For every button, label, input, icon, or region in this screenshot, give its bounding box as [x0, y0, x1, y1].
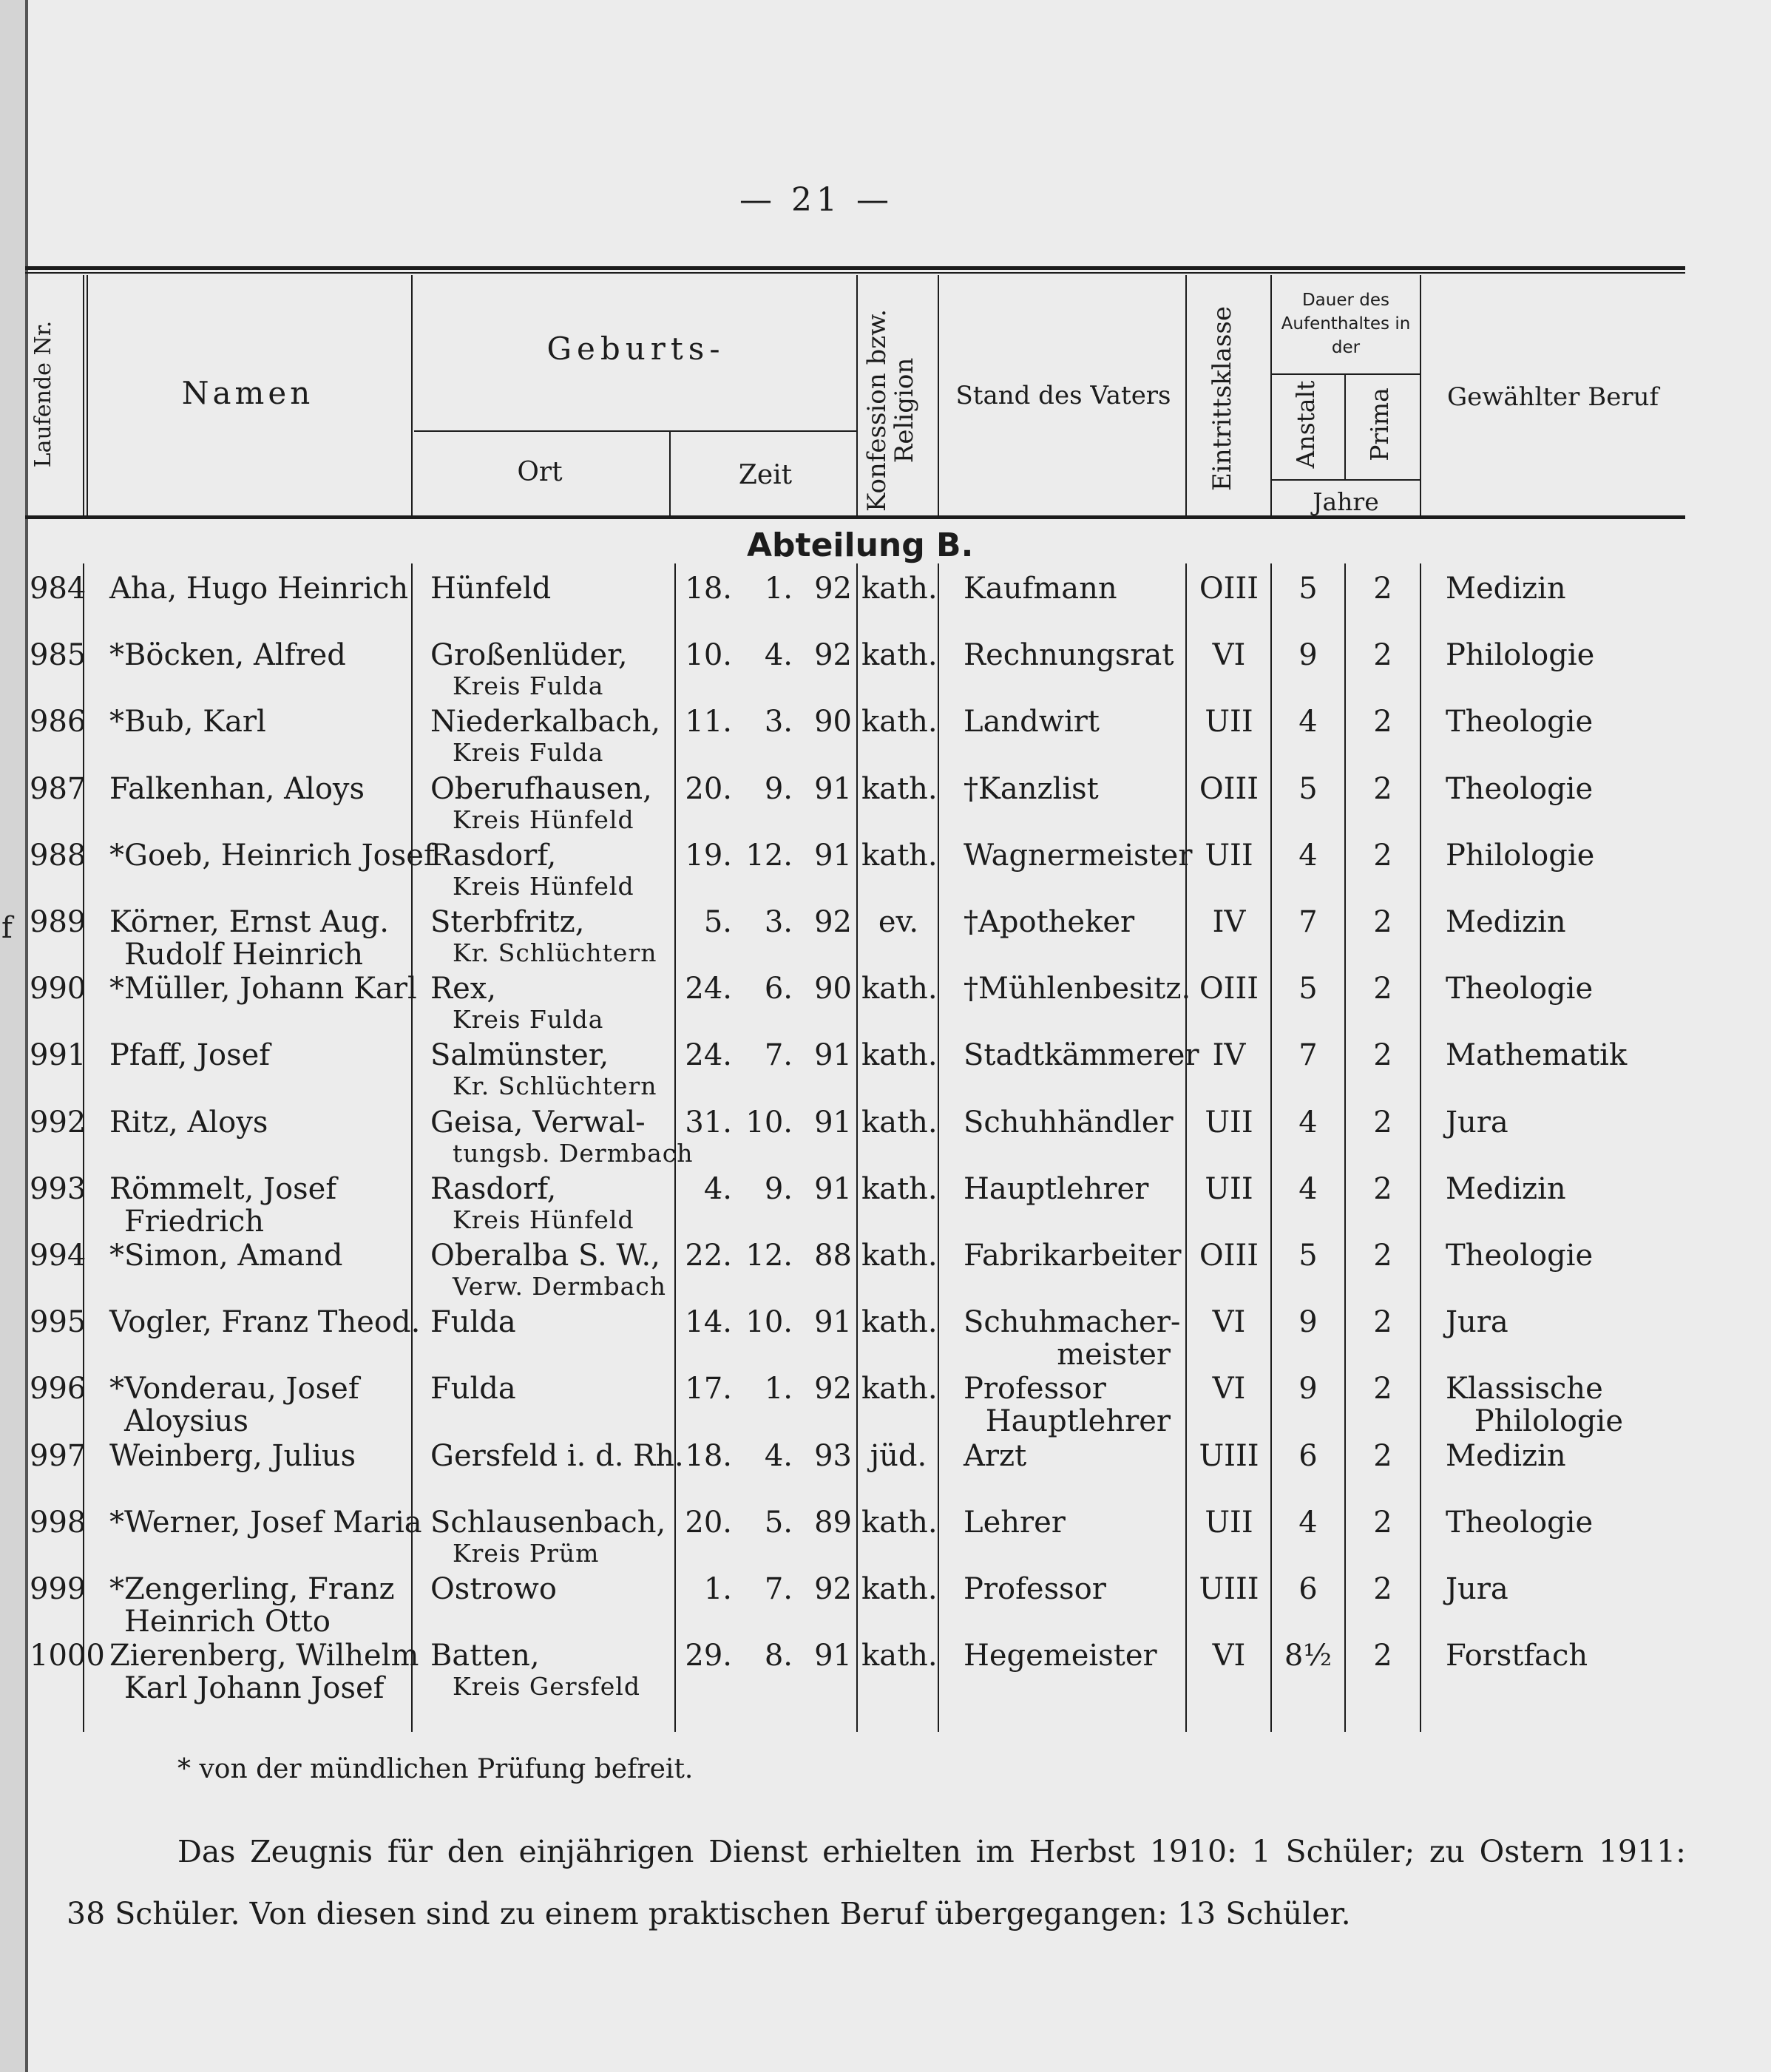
row-entry-class: UII [1205, 1171, 1253, 1206]
hdr-vline-9 [1420, 275, 1421, 515]
row-father-occupation: Hegemeister [964, 1639, 1157, 1673]
row-years-prima: 2 [1373, 1105, 1392, 1140]
hdr-vline-4 [856, 275, 858, 515]
row-birth-year: 92 [814, 1372, 852, 1406]
row-birthplace-district: Kreis Hünfeld [453, 1205, 634, 1234]
row-birth-day: 18. [685, 1438, 732, 1473]
row-years-prima: 2 [1373, 1505, 1392, 1540]
row-birthplace-district: tungsb. Dermbach [453, 1138, 694, 1168]
hdr-vline-7 [1270, 275, 1272, 515]
header-dauer: Dauer des Aufenthaltes in der [1281, 291, 1411, 357]
row-chosen-career: Forstfach [1446, 1639, 1588, 1673]
row-number: 990 [30, 972, 87, 1006]
row-chosen-career: Theologie [1446, 1239, 1594, 1273]
row-chosen-career: Mathematik [1446, 1038, 1628, 1073]
row-chosen-career: Klassische [1446, 1372, 1603, 1406]
row-birthplace: Fulda [430, 1372, 516, 1406]
row-birth-year: 91 [814, 771, 852, 806]
row-birth-year: 92 [814, 572, 852, 606]
row-birthplace-district: Verw. Dermbach [453, 1272, 667, 1301]
row-birthplace: Batten, [430, 1639, 540, 1673]
row-name: *Werner, Josef Maria [109, 1505, 422, 1540]
row-years-prima: 2 [1373, 972, 1392, 1006]
row-birth-month: 4. [764, 638, 793, 673]
row-birth-day: 24. [685, 972, 732, 1006]
row-name: Körner, Ernst Aug. [109, 905, 389, 939]
row-confession: kath. [861, 572, 938, 606]
row-years-school: 9 [1298, 1305, 1318, 1340]
table-row [0, 906, 1771, 972]
row-entry-class: VI [1212, 1372, 1246, 1406]
row-number: 994 [30, 1239, 87, 1273]
row-entry-class: IV [1212, 1038, 1246, 1073]
table-row [0, 773, 1771, 839]
row-birth-month: 10. [745, 1105, 793, 1140]
row-name: Vogler, Franz Theod. [109, 1305, 421, 1340]
row-birth-day: 24. [685, 1038, 732, 1073]
row-birth-month: 4. [764, 1438, 793, 1473]
hdr-vline-5 [938, 275, 939, 515]
row-birth-year: 91 [814, 838, 852, 873]
header-prima: Prima [1365, 387, 1394, 461]
row-number: 988 [30, 838, 87, 873]
table-row [0, 1506, 1771, 1573]
row-years-school: 4 [1298, 705, 1318, 739]
row-name-cont: Rudolf Heinrich [124, 938, 364, 972]
header-geburts: Geburts- [546, 331, 725, 367]
row-years-school: 5 [1298, 972, 1318, 1006]
row-father-occupation: Stadtkämmerer [964, 1038, 1199, 1073]
row-birth-day: 11. [685, 705, 732, 739]
row-chosen-career: Medizin [1446, 1171, 1566, 1206]
header-jahre: Jahre [1313, 487, 1379, 516]
row-confession: jüd. [870, 1438, 927, 1473]
row-number: 984 [30, 572, 87, 606]
header-gewaehlter-beruf: Gewählter Beruf [1446, 382, 1659, 412]
row-name-cont: Friedrich [124, 1204, 265, 1239]
row-chosen-career: Medizin [1446, 572, 1566, 606]
row-confession: kath. [861, 1305, 938, 1340]
row-entry-class: UIII [1199, 1572, 1259, 1606]
row-years-prima: 2 [1373, 638, 1392, 673]
row-years-school: 7 [1298, 1038, 1318, 1073]
row-entry-class: VI [1212, 638, 1246, 673]
row-entry-class: VI [1212, 1305, 1246, 1340]
row-name: Zierenberg, Wilhelm [109, 1639, 419, 1673]
row-chosen-career: Jura [1446, 1305, 1508, 1340]
row-birthplace: Gersfeld i. d. Rh. [430, 1438, 684, 1473]
row-years-school: 6 [1298, 1572, 1318, 1606]
row-father-occupation: Fabrikarbeiter [964, 1239, 1182, 1273]
row-birth-month: 5. [764, 1505, 793, 1540]
row-entry-class: OIII [1199, 572, 1259, 606]
table-row [0, 1440, 1771, 1506]
row-birthplace: Sterbfritz, [430, 905, 585, 939]
header-bottom-rule [25, 515, 1685, 519]
row-birth-month: 9. [764, 771, 793, 806]
row-entry-class: OIII [1199, 771, 1259, 806]
row-name: Weinberg, Julius [109, 1438, 356, 1473]
row-birth-day: 22. [685, 1239, 732, 1273]
row-birth-year: 92 [814, 1572, 852, 1606]
row-confession: kath. [861, 1572, 938, 1606]
header-konfession: Konfession bzw. Religion [862, 308, 920, 512]
row-birth-year: 90 [814, 705, 852, 739]
table-row [0, 1372, 1771, 1439]
table-row [0, 639, 1771, 705]
row-birth-year: 88 [814, 1239, 852, 1273]
row-birth-month: 3. [764, 905, 793, 939]
row-birth-year: 89 [814, 1505, 852, 1540]
row-name: Ritz, Aloys [109, 1105, 268, 1140]
row-birth-day: 31. [685, 1105, 732, 1140]
row-years-prima: 2 [1373, 1372, 1392, 1406]
row-birthplace: Großenlüder, [430, 638, 628, 673]
row-name: *Böcken, Alfred [109, 638, 346, 673]
footnote: * von der mündlichen Prüfung befreit. [177, 1754, 694, 1784]
hdr-vline-1b [87, 275, 88, 515]
table-row [0, 572, 1771, 639]
row-chosen-career: Theologie [1446, 705, 1594, 739]
header-stand-des-vaters: Stand des Vaters [955, 381, 1171, 410]
row-entry-class: VI [1212, 1639, 1246, 1673]
row-years-prima: 2 [1373, 1038, 1392, 1073]
row-name: Römmelt, Josef [109, 1171, 337, 1206]
row-name: *Zengerling, Franz [109, 1572, 395, 1606]
row-entry-class: OIII [1199, 1239, 1259, 1273]
row-chosen-career: Medizin [1446, 1438, 1566, 1473]
row-chosen-career: Theologie [1446, 1505, 1594, 1540]
row-entry-class: IV [1212, 905, 1246, 939]
row-birth-day: 4. [703, 1171, 732, 1206]
row-years-school: 4 [1298, 1505, 1318, 1540]
row-birthplace: Hünfeld [430, 572, 552, 606]
row-birthplace: Rasdorf, [430, 838, 557, 873]
row-years-prima: 2 [1373, 838, 1392, 873]
row-years-school: 6 [1298, 1438, 1318, 1473]
row-birthplace: Oberalba S. W., [430, 1239, 660, 1273]
header-namen: Namen [181, 375, 314, 411]
paragraph-line-1: Das Zeugnis für den einjährigen Dienst erhielten im Herbst 1910: 1 Schüler; zu Ostern 1911: [177, 1834, 1686, 1869]
row-name: Falkenhan, Aloys [109, 771, 365, 806]
row-father-occupation: Kaufmann [964, 572, 1117, 606]
table-row [0, 972, 1771, 1039]
row-father-occupation: Hauptlehrer [964, 1171, 1149, 1206]
row-number: 999 [30, 1572, 87, 1606]
row-birth-month: 1. [764, 1372, 793, 1406]
table-row [0, 1173, 1771, 1239]
row-entry-class: UII [1205, 1105, 1253, 1140]
row-confession: kath. [861, 1239, 938, 1273]
row-father-occupation-cont: meister [1057, 1338, 1171, 1372]
row-birthplace-district: Kreis Fulda [453, 738, 604, 768]
row-years-school: 4 [1298, 838, 1318, 873]
row-entry-class: UII [1205, 705, 1253, 739]
row-birthplace: Fulda [430, 1305, 516, 1340]
row-birthplace: Rasdorf, [430, 1171, 557, 1206]
row-years-prima: 2 [1373, 1305, 1392, 1340]
row-birth-year: 91 [814, 1105, 852, 1140]
row-birth-year: 93 [814, 1438, 852, 1473]
row-confession: kath. [861, 972, 938, 1006]
row-number: 986 [30, 705, 87, 739]
row-years-prima: 2 [1373, 1438, 1392, 1473]
row-number: 997 [30, 1438, 87, 1473]
row-years-school: 7 [1298, 905, 1318, 939]
row-entry-class: UII [1205, 838, 1253, 873]
row-years-school: 9 [1298, 638, 1318, 673]
row-birth-day: 1. [703, 1572, 732, 1606]
row-chosen-career: Medizin [1446, 905, 1566, 939]
row-number: 989 [30, 905, 87, 939]
hdr-vline-2 [411, 275, 413, 515]
table-row [0, 1106, 1771, 1173]
row-birthplace: Schlausenbach, [430, 1505, 666, 1540]
page-number: — 21 — [739, 181, 893, 219]
row-confession: kath. [861, 638, 938, 673]
row-years-school: 4 [1298, 1171, 1318, 1206]
row-name: Aha, Hugo Heinrich [109, 572, 409, 606]
row-birthplace-district: Kreis Fulda [453, 671, 604, 701]
table-row [0, 1573, 1771, 1639]
row-birth-month: 7. [764, 1038, 793, 1073]
row-birth-year: 91 [814, 1038, 852, 1073]
row-birth-month: 1. [764, 572, 793, 606]
row-father-occupation: Arzt [964, 1438, 1027, 1473]
row-name: *Müller, Johann Karl [109, 972, 417, 1006]
row-father-occupation: †Apotheker [964, 905, 1135, 939]
row-years-school: 5 [1298, 572, 1318, 606]
header-zeit: Zeit [738, 460, 793, 490]
header-anstalt: Anstalt [1291, 380, 1320, 469]
row-birthplace-district: Kreis Hünfeld [453, 871, 634, 901]
table-top-rule-inner [25, 272, 1685, 274]
row-birthplace-district: Kreis Gersfeld [453, 1672, 640, 1702]
row-birthplace-district: Kreis Hünfeld [453, 805, 634, 834]
row-years-prima: 2 [1373, 1239, 1392, 1273]
row-birth-day: 10. [685, 638, 732, 673]
row-years-prima: 2 [1373, 1171, 1392, 1206]
header-ort: Ort [517, 457, 563, 487]
row-birth-year: 91 [814, 1171, 852, 1206]
row-chosen-career: Theologie [1446, 972, 1594, 1006]
row-chosen-career: Jura [1446, 1572, 1508, 1606]
table-row [0, 1306, 1771, 1372]
row-years-school: 5 [1298, 771, 1318, 806]
row-years-prima: 2 [1373, 1572, 1392, 1606]
table-row [0, 1239, 1771, 1306]
row-number: 998 [30, 1505, 87, 1540]
closing-paragraph [67, 1821, 1686, 1945]
row-years-prima: 2 [1373, 771, 1392, 806]
row-confession: ev. [878, 905, 919, 939]
row-chosen-career-cont: Philologie [1474, 1404, 1623, 1439]
row-name-cont: Karl Johann Josef [124, 1671, 385, 1706]
row-years-prima: 2 [1373, 1639, 1392, 1673]
row-name-cont: Aloysius [124, 1404, 248, 1439]
row-father-occupation: Professor [964, 1372, 1106, 1406]
row-name: *Bub, Karl [109, 705, 266, 739]
row-number: 991 [30, 1038, 87, 1073]
row-number: 996 [30, 1372, 87, 1406]
row-entry-class: UIII [1199, 1438, 1259, 1473]
table-row [0, 1639, 1771, 1706]
row-birthplace: Salmünster, [430, 1038, 609, 1073]
hdr-vline-1 [83, 275, 84, 515]
header-laufende-nr: Laufende Nr. [30, 320, 56, 468]
row-father-occupation: Professor [964, 1572, 1106, 1606]
row-birth-day: 19. [685, 838, 732, 873]
row-confession: kath. [861, 1505, 938, 1540]
row-number: 985 [30, 638, 87, 673]
row-father-occupation: Schuhmacher- [964, 1305, 1181, 1340]
row-chosen-career: Philologie [1446, 638, 1595, 673]
hdr-vline-8 [1344, 373, 1346, 479]
row-birth-year: 92 [814, 905, 852, 939]
row-years-school: 9 [1298, 1372, 1318, 1406]
row-father-occupation: Rechnungsrat [964, 638, 1174, 673]
row-number: 993 [30, 1171, 87, 1206]
row-number: 992 [30, 1105, 87, 1140]
row-father-occupation-cont: Hauptlehrer [985, 1404, 1171, 1439]
row-years-prima: 2 [1373, 572, 1392, 606]
section-title: Abteilung B. [747, 527, 974, 564]
row-birth-month: 6. [764, 972, 793, 1006]
header-eintrittsklasse: Eintrittsklasse [1208, 306, 1237, 491]
row-chosen-career: Theologie [1446, 771, 1594, 806]
row-name: *Goeb, Heinrich Josef [109, 838, 435, 873]
row-birth-year: 91 [814, 1639, 852, 1673]
row-birth-month: 3. [764, 705, 793, 739]
row-confession: kath. [861, 1171, 938, 1206]
row-birthplace-district: Kreis Prüm [453, 1538, 600, 1568]
row-father-occupation: †Mühlenbesitz. [964, 972, 1191, 1006]
row-name-cont: Heinrich Otto [124, 1605, 331, 1639]
row-confession: kath. [861, 1038, 938, 1073]
row-chosen-career: Jura [1446, 1105, 1508, 1140]
row-confession: kath. [861, 705, 938, 739]
row-confession: kath. [861, 771, 938, 806]
row-birth-month: 10. [745, 1305, 793, 1340]
row-years-school: 8½ [1284, 1639, 1333, 1673]
row-birth-year: 91 [814, 1305, 852, 1340]
row-birth-day: 17. [685, 1372, 732, 1406]
margin-mark-f: f [1, 911, 13, 945]
row-birth-day: 20. [685, 771, 732, 806]
row-birth-month: 12. [745, 838, 793, 873]
row-father-occupation: †Kanzlist [964, 771, 1099, 806]
row-birthplace-district: Kreis Fulda [453, 1005, 604, 1035]
hdr-vline-6 [1185, 275, 1187, 515]
table-row [0, 839, 1771, 906]
row-birth-month: 7. [764, 1572, 793, 1606]
row-birthplace: Geisa, Verwal- [430, 1105, 646, 1140]
row-birth-day: 14. [685, 1305, 732, 1340]
row-birth-day: 29. [685, 1639, 732, 1673]
row-entry-class: UII [1205, 1505, 1253, 1540]
row-number: 995 [30, 1305, 87, 1340]
row-name: *Vonderau, Josef [109, 1372, 359, 1406]
row-confession: kath. [861, 1372, 938, 1406]
row-number: 987 [30, 771, 87, 806]
paragraph-line-2: 38 Schüler. Von diesen sind zu einem praktischen Beruf übergegangen: 13 Schüler. [67, 1896, 1351, 1932]
row-father-occupation: Schuhhändler [964, 1105, 1174, 1140]
row-father-occupation: Lehrer [964, 1505, 1066, 1540]
row-birthplace: Niederkalbach, [430, 705, 661, 739]
row-birthplace: Oberufhausen, [430, 771, 652, 806]
row-birth-day: 5. [703, 905, 732, 939]
row-confession: kath. [861, 838, 938, 873]
row-years-prima: 2 [1373, 705, 1392, 739]
row-birth-day: 20. [685, 1505, 732, 1540]
table-top-rule [25, 266, 1685, 270]
row-father-occupation: Wagnermeister [964, 838, 1193, 873]
row-name: Pfaff, Josef [109, 1038, 271, 1073]
row-father-occupation: Landwirt [964, 705, 1100, 739]
row-confession: kath. [861, 1639, 938, 1673]
row-confession: kath. [861, 1105, 938, 1140]
row-name: *Simon, Amand [109, 1239, 343, 1273]
row-birthplace: Ostrowo [430, 1572, 557, 1606]
geburts-sub-rule [414, 430, 858, 432]
row-entry-class: OIII [1199, 972, 1259, 1006]
row-birthplace-district: Kr. Schlüchtern [453, 938, 657, 967]
row-birthplace-district: Kr. Schlüchtern [453, 1071, 657, 1101]
row-birthplace: Rex, [430, 972, 497, 1006]
row-birth-year: 90 [814, 972, 852, 1006]
hdr-vline-3 [669, 432, 671, 515]
row-birth-year: 92 [814, 638, 852, 673]
row-birth-month: 9. [764, 1171, 793, 1206]
table-row [0, 1039, 1771, 1106]
row-years-school: 5 [1298, 1239, 1318, 1273]
row-number: 1000 [30, 1639, 105, 1673]
row-birth-day: 18. [685, 572, 732, 606]
row-birth-month: 8. [764, 1639, 793, 1673]
row-chosen-career: Philologie [1446, 838, 1595, 873]
table-row [0, 705, 1771, 772]
row-years-school: 4 [1298, 1105, 1318, 1140]
row-birth-month: 12. [745, 1239, 793, 1273]
row-years-prima: 2 [1373, 905, 1392, 939]
